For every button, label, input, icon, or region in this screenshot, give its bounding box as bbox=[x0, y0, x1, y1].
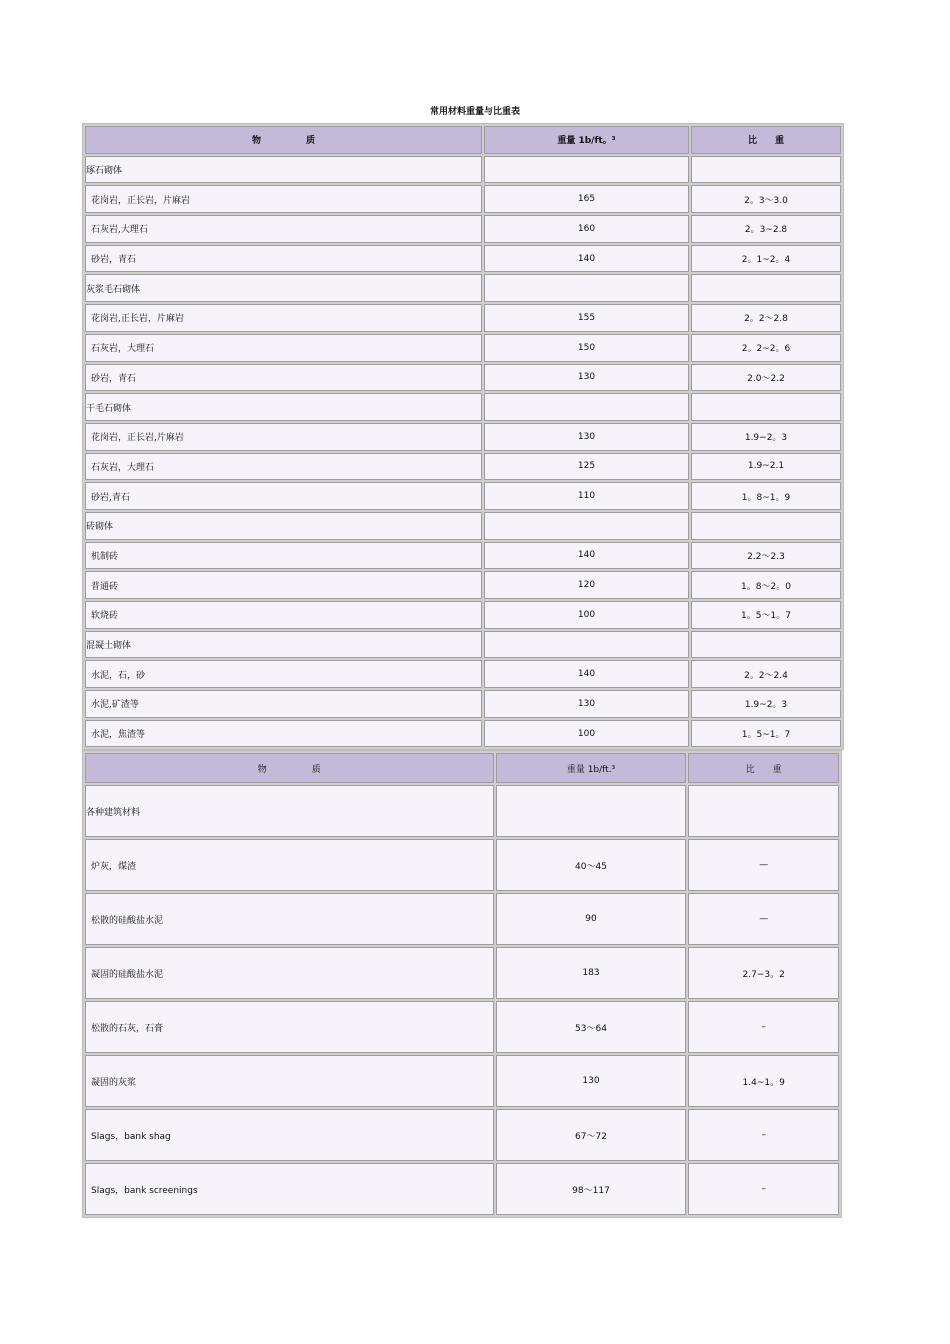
specific-gravity-value: 1。8～2。0 bbox=[691, 571, 841, 599]
category-name: 灰浆毛石砌体 bbox=[85, 274, 482, 302]
specific-gravity-value bbox=[691, 512, 841, 540]
specific-gravity-value: 2。3～3.0 bbox=[691, 185, 841, 213]
weight-value: 98～117 bbox=[496, 1163, 687, 1215]
specific-gravity-value bbox=[691, 631, 841, 659]
specific-gravity-value bbox=[688, 785, 839, 837]
specific-gravity-value: – bbox=[688, 1163, 839, 1215]
weight-value: 130 bbox=[484, 690, 689, 718]
table-header-row bbox=[85, 126, 841, 154]
material-name: 石灰岩，大理石 bbox=[85, 453, 482, 481]
category-name: 各种建筑材料 bbox=[85, 785, 494, 837]
weight-value bbox=[484, 393, 689, 421]
table-row bbox=[85, 839, 839, 891]
table-row bbox=[85, 453, 841, 481]
weight-value bbox=[484, 631, 689, 659]
table-row bbox=[85, 601, 841, 629]
material-name: 水泥，石，砂 bbox=[85, 660, 482, 688]
weight-value: 165 bbox=[484, 185, 689, 213]
table-row bbox=[85, 571, 841, 599]
header-weight: 重量 1b/ft。³ bbox=[484, 126, 689, 154]
material-name: 砂岩，青石 bbox=[85, 364, 482, 392]
specific-gravity-value: – bbox=[688, 1001, 839, 1053]
material-name: 花岗岩，正长岩,片麻岩 bbox=[85, 423, 482, 451]
specific-gravity-value: 1.9~2.1 bbox=[691, 453, 841, 481]
table-row bbox=[85, 893, 839, 945]
category-row bbox=[85, 631, 841, 659]
material-name: 普通砖 bbox=[85, 571, 482, 599]
specific-gravity-value: — bbox=[688, 893, 839, 945]
material-name: 软烧砖 bbox=[85, 601, 482, 629]
header-substance: 物 质 bbox=[85, 126, 482, 154]
weight-value: 130 bbox=[496, 1055, 687, 1107]
weight-value: 160 bbox=[484, 215, 689, 243]
specific-gravity-value: – bbox=[688, 1109, 839, 1161]
material-name: 机制砖 bbox=[85, 542, 482, 570]
weight-value: 140 bbox=[484, 542, 689, 570]
specific-gravity-value: 1。5～1。7 bbox=[691, 601, 841, 629]
weight-value: 100 bbox=[484, 720, 689, 748]
table-row bbox=[85, 660, 841, 688]
material-name: 石灰岩,大理石 bbox=[85, 215, 482, 243]
weight-value bbox=[484, 512, 689, 540]
specific-gravity-value: 2.7−3。2 bbox=[688, 947, 839, 999]
weight-value: 110 bbox=[484, 482, 689, 510]
category-name: 混凝土砌体 bbox=[85, 631, 482, 659]
table-row bbox=[85, 720, 841, 748]
table-row bbox=[85, 334, 841, 362]
specific-gravity-value: 2.2～2.3 bbox=[691, 542, 841, 570]
specific-gravity-value: 2.0～2.2 bbox=[691, 364, 841, 392]
material-name: 花岗岩,正长岩，片麻岩 bbox=[85, 304, 482, 332]
weight-value: 90 bbox=[496, 893, 687, 945]
document-title: 常用材料重量与比重表 bbox=[429, 107, 520, 117]
table-row bbox=[85, 185, 841, 213]
material-weight-table-2 bbox=[82, 750, 842, 1218]
table-row bbox=[85, 482, 841, 510]
weight-value: 140 bbox=[484, 245, 689, 273]
table-row bbox=[85, 947, 839, 999]
weight-value: 100 bbox=[484, 601, 689, 629]
table-row bbox=[85, 1109, 839, 1161]
material-name: 砂岩，青石 bbox=[85, 245, 482, 273]
table-row bbox=[85, 423, 841, 451]
weight-value bbox=[484, 156, 689, 184]
weight-value bbox=[484, 274, 689, 302]
weight-value: 125 bbox=[484, 453, 689, 481]
category-row bbox=[85, 393, 841, 421]
material-name: 水泥,矿渣等 bbox=[85, 690, 482, 718]
material-name: 砂岩,青石 bbox=[85, 482, 482, 510]
table-header-row bbox=[85, 753, 839, 783]
table-row bbox=[85, 1001, 839, 1053]
specific-gravity-value: 2。2～2.8 bbox=[691, 304, 841, 332]
table-row bbox=[85, 304, 841, 332]
header-specific-gravity: 比 重 bbox=[688, 753, 839, 783]
category-row bbox=[85, 156, 841, 184]
weight-value: 53～64 bbox=[496, 1001, 687, 1053]
specific-gravity-value bbox=[691, 274, 841, 302]
material-name: Slags，bank shag bbox=[85, 1109, 494, 1161]
table-row bbox=[85, 364, 841, 392]
table-row bbox=[85, 215, 841, 243]
specific-gravity-value: 1.4~1。9 bbox=[688, 1055, 839, 1107]
table-row bbox=[85, 690, 841, 718]
table-row bbox=[85, 245, 841, 273]
material-weight-table-1 bbox=[82, 123, 844, 750]
specific-gravity-value: 1.9~2。3 bbox=[691, 690, 841, 718]
material-name: Slags，bank screenings bbox=[85, 1163, 494, 1215]
weight-value: 140 bbox=[484, 660, 689, 688]
category-row bbox=[85, 274, 841, 302]
weight-value: 183 bbox=[496, 947, 687, 999]
material-name: 水泥，焦渣等 bbox=[85, 720, 482, 748]
material-name: 凝固的灰浆 bbox=[85, 1055, 494, 1107]
material-name: 松散的硅酸盐水泥 bbox=[85, 893, 494, 945]
specific-gravity-value: 2。2～2.4 bbox=[691, 660, 841, 688]
specific-gravity-value: 2。2~2。6 bbox=[691, 334, 841, 362]
specific-gravity-value bbox=[691, 393, 841, 421]
specific-gravity-value: — bbox=[688, 839, 839, 891]
weight-value bbox=[496, 785, 687, 837]
weight-value: 130 bbox=[484, 423, 689, 451]
header-substance: 物 质 bbox=[85, 753, 494, 783]
weight-value: 67～72 bbox=[496, 1109, 687, 1161]
specific-gravity-value: 1.9−2。3 bbox=[691, 423, 841, 451]
specific-gravity-value: 2。3~2.8 bbox=[691, 215, 841, 243]
specific-gravity-value: 1。8~1。9 bbox=[691, 482, 841, 510]
category-name: 干毛石砌体 bbox=[85, 393, 482, 421]
material-name: 松散的石灰，石膏 bbox=[85, 1001, 494, 1053]
material-name: 凝固的硅酸盐水泥 bbox=[85, 947, 494, 999]
material-name: 石灰岩，大理石 bbox=[85, 334, 482, 362]
specific-gravity-value bbox=[691, 156, 841, 184]
category-name: 砖砌体 bbox=[85, 512, 482, 540]
specific-gravity-value: 1。5~1。7 bbox=[691, 720, 841, 748]
material-name: 花岗岩，正长岩，片麻岩 bbox=[85, 185, 482, 213]
weight-value: 130 bbox=[484, 364, 689, 392]
table-row bbox=[85, 1055, 839, 1107]
category-name: 琢石砌体 bbox=[85, 156, 482, 184]
specific-gravity-value: 2。1~2。4 bbox=[691, 245, 841, 273]
header-specific-gravity: 比 重 bbox=[691, 126, 841, 154]
table-row bbox=[85, 1163, 839, 1215]
material-name: 炉灰，煤渣 bbox=[85, 839, 494, 891]
category-row bbox=[85, 785, 839, 837]
weight-value: 40～45 bbox=[496, 839, 687, 891]
weight-value: 155 bbox=[484, 304, 689, 332]
category-row bbox=[85, 512, 841, 540]
weight-value: 120 bbox=[484, 571, 689, 599]
table-row bbox=[85, 542, 841, 570]
header-weight: 重量 1b/ft.³ bbox=[496, 753, 687, 783]
weight-value: 150 bbox=[484, 334, 689, 362]
